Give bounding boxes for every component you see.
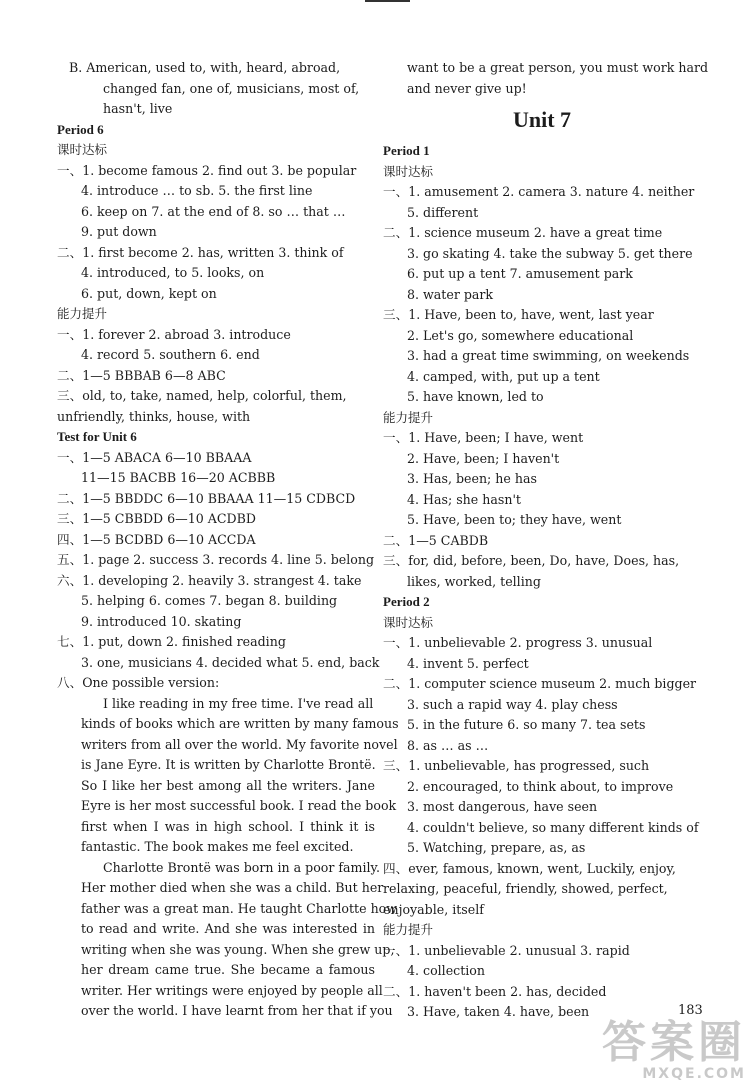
section-heading-period-2: Period 2 [383, 594, 430, 609]
answer-line: 三、for, did, before, been, Do, have, Does, has, [383, 553, 680, 568]
essay-line: Her mother died when she was a child. But her [81, 880, 384, 895]
answer-line: 4. introduce … to sb. 5. the first line [81, 183, 313, 198]
essay-line: over the world. I have learnt from her that if you [81, 1003, 393, 1018]
answer-line: 8. water park [407, 286, 494, 302]
answer-line: 三、1. Have, been to, have, went, last year [383, 307, 654, 322]
answer-line: 二、1—5 BBBAB 6—8 ABC [57, 367, 226, 383]
answer-line: 3. most dangerous, have seen [407, 799, 598, 814]
answer-line: 一、1. forever 2. abroad 3. introduce [57, 326, 291, 342]
answer-line: 6. keep on 7. at the end of 8. so … that … [81, 203, 346, 219]
answer-line: 3. Have, taken 4. have, been [407, 1004, 590, 1019]
answer-line: 3. had a great time swimming, on weekends [407, 348, 690, 363]
answer-line: 三、old, to, take, named, help, colorful, them, [57, 388, 347, 403]
essay-line: So I like her best among all the writers. Jane [81, 777, 375, 793]
answer-line: 二、1. science museum 2. have a great time [383, 225, 663, 240]
essay-line: want to be a great person, you must work hard [407, 60, 709, 75]
answer-line: hasn't, live [103, 101, 173, 116]
answer-line: 二、1—5 CABDB [383, 532, 489, 548]
answer-line: 一、1—5 ABACA 6—10 BBAAA [57, 449, 252, 465]
answer-line: changed fan, one of, musicians, most of, [103, 80, 360, 96]
essay-line: father was a great man. He taught Charlotte how [81, 900, 398, 916]
answer-line: unfriendly, thinks, house, with [57, 408, 251, 424]
essay-line: to read and write. And she was interested in [81, 921, 375, 936]
essay-line: fantastic. The book makes me feel excited. [81, 839, 354, 854]
watermark-logo-text: 答案圈 [602, 1017, 746, 1068]
answer-line: 二、1. haven't been 2. has, decided [383, 983, 607, 999]
answer-line: 四、ever, famous, known, went, Luckily, enjoy, [383, 860, 676, 876]
essay-line: is Jane Eyre. It is written by Charlotte Brontë. [81, 757, 376, 772]
essay-line: writers from all over the world. My favorite novel [81, 736, 398, 752]
answer-line: 6. put, down, kept on [81, 285, 217, 301]
answer-line: 四、1—5 BCDBD 6—10 ACCDA [57, 531, 256, 547]
answer-line: 5. have known, led to [407, 389, 544, 404]
answer-line: 二、1. computer science museum 2. much bigger [383, 676, 697, 691]
essay-line: kinds of books which are written by many famous [81, 716, 399, 731]
answer-line: 一、1. Have, been; I have, went [383, 430, 584, 445]
answer-line: 一、1. become famous 2. find out 3. be popular [57, 162, 357, 178]
answer-line: 3. such a rapid way 4. play chess [407, 696, 618, 712]
subheading-ability-improvement: 能力提升 [57, 306, 108, 321]
subheading-lesson-goals: 课时达标 [383, 163, 434, 179]
answer-line: 3. go skating 4. take the subway 5. get there [407, 245, 693, 261]
left-column [57, 58, 399, 1022]
answer-line: 3. Has, been; he has [407, 471, 537, 486]
section-heading-period-6: Period 6 [57, 121, 104, 137]
answer-line: 5. Have, been to; they have, went [407, 512, 622, 527]
answer-line: 三、1. unbelievable, has progressed, such [383, 758, 650, 773]
answer-line: 4. invent 5. perfect [407, 655, 529, 671]
answer-line: 5. different [407, 204, 479, 220]
watermark-url: MXQE.COM [642, 1066, 746, 1082]
answer-line: 4. collection [407, 963, 485, 978]
section-heading-test-unit-6: Test for Unit 6 [57, 429, 137, 444]
answer-line: 一、1. amusement 2. camera 3. nature 4. neither [383, 184, 695, 199]
answer-line: 五、1. page 2. success 3. records 4. line 5. belong [57, 552, 375, 567]
answer-line: 8. as … as … [407, 737, 489, 753]
answer-line: 三、1—5 CBBDD 6—10 ACDBD [57, 511, 256, 526]
answer-line: 9. introduced 10. skating [81, 613, 242, 629]
essay-line: her dream came true. She became a famous [81, 962, 375, 977]
answer-line: 2. Have, been; I haven't [407, 450, 560, 466]
answer-line: 一、1. unbelievable 2. progress 3. unusual [383, 635, 653, 650]
answer-line: 六、1. developing 2. heavily 3. strangest 4. take [57, 572, 362, 588]
page-number: 183 [678, 1003, 703, 1018]
answer-line: 9. put down [81, 224, 157, 239]
top-rule [365, 0, 410, 2]
answer-line: 11—15 BACBB 16—20 ACBBB [81, 470, 276, 485]
unit-title: Unit 7 [512, 107, 572, 132]
essay-line: Charlotte Brontë was born in a poor family. [103, 859, 380, 875]
subheading-ability-improvement: 能力提升 [383, 409, 434, 425]
section-heading-period-1: Period 1 [383, 143, 430, 158]
answer-line: 2. encouraged, to think about, to improve [407, 778, 674, 794]
essay-line: writer. Her writings were enjoyed by people all [81, 982, 383, 998]
answer-line: 3. one, musicians 4. decided what 5. end, back [81, 654, 380, 670]
answer-line: likes, worked, telling [407, 573, 541, 589]
answer-line: 二、1—5 BBDDC 6—10 BBAAA 11—15 CDBCD [57, 490, 356, 506]
answer-line: 4. Has; she hasn't [407, 491, 521, 507]
subheading-lesson-goals: 课时达标 [57, 142, 108, 157]
answer-line: 5. in the future 6. so many 7. tea sets [407, 717, 646, 732]
answer-line: 二、1. first become 2. has, written 3. think of [57, 244, 344, 260]
answer-line: 4. camped, with, put up a tent [407, 368, 600, 384]
answer-line: 4. introduced, to 5. looks, on [81, 265, 265, 280]
subheading-lesson-goals: 课时达标 [383, 614, 434, 630]
subheading-ability-improvement: 能力提升 [383, 922, 434, 937]
answer-line: enjoyable, itself [383, 901, 484, 917]
answer-line: 4. couldn't believe, so many different kinds of [407, 819, 699, 835]
essay-line: I like reading in my free time. I've read all [103, 695, 374, 711]
answer-line: 6. put up a tent 7. amusement park [407, 266, 633, 281]
answer-line: 一、1. unbelievable 2. unusual 3. rapid [383, 942, 630, 958]
answer-line: 5. Watching, prepare, as, as [407, 840, 586, 855]
answer-line: relaxing, peaceful, friendly, showed, perfect, [383, 881, 668, 896]
answer-line: 七、1. put, down 2. finished reading [57, 634, 286, 649]
answer-line: 5. helping 6. comes 7. began 8. building [81, 593, 338, 608]
essay-line: and never give up! [407, 80, 527, 96]
right-column [383, 58, 709, 1023]
watermark [602, 1017, 746, 1082]
essay-line: Eyre is her most successful book. I read the book [81, 798, 397, 813]
essay-line: first when I was in high school. I think it is [81, 818, 375, 834]
answer-line: B. American, used to, with, heard, abroad, [69, 60, 341, 75]
answer-line: 2. Let's go, somewhere educational [407, 327, 634, 343]
essay-line: writing when she was young. When she grew up, [81, 941, 395, 957]
answer-line: 4. record 5. southern 6. end [81, 347, 260, 362]
answer-line: 八、One possible version: [57, 675, 220, 690]
